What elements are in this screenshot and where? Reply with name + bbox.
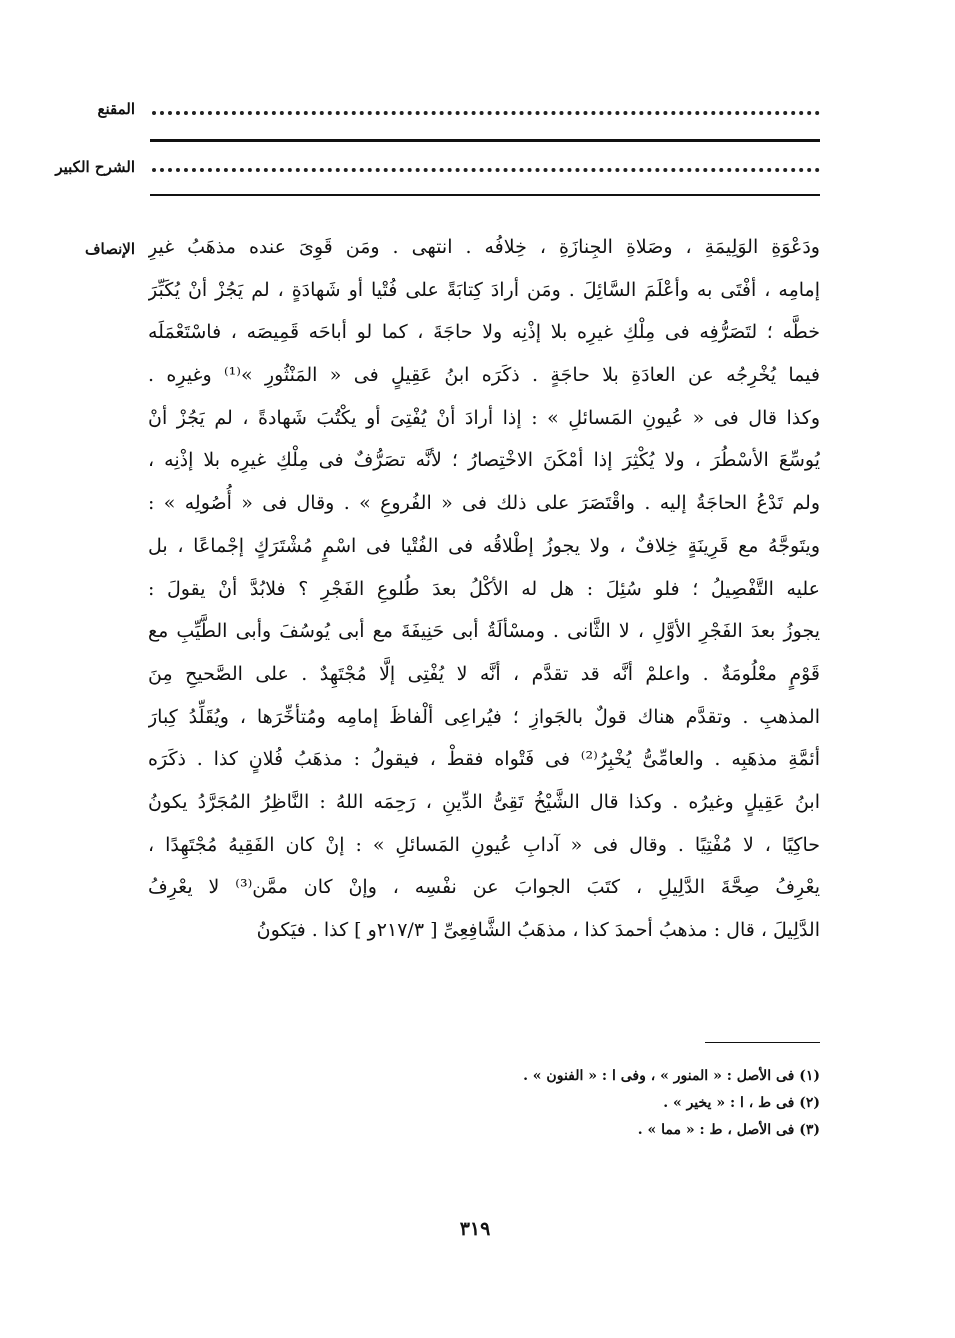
page-number: ٣١٩ — [459, 1218, 491, 1240]
section-label-sharh: الشرح الكبير — [55, 158, 135, 176]
text-line: إمامِه ، أفْتَى به وأعْلَمَ السَّائِلَ . ومَن أرادَ كِتابَةً على فُتْيا أو شَهادَةٍ ، لم يَجُزْ أنْ يُكَبِّرَ — [148, 278, 820, 301]
muqni-dotted-placeholder — [152, 107, 820, 115]
text-line: وكذا قال فى « عُيونِ المَسائلِ » : إذا أرادَ أنْ يُفْتِىَ أو يكْتُبَ شَهادةً ، لم يَجُزْ أنْ — [148, 406, 820, 429]
footnote-3: (٣) فى الأصل ، ط : « مما » . — [637, 1122, 820, 1138]
section-label-muqni: المقنع — [97, 100, 135, 118]
text-line: ودَعْوَةِ الوَلِيمَةِ ، وصَلاةِ الجِنازَةِ ، خِلافُه . انتهى . ومَن قَوِىَ عنده مذهَبُ غيرِ — [148, 236, 820, 258]
text-line: ويتَوجَّهُ مع قَرِينَةٍ خِلافٌ ، ولا يجوزُ إطْلاقُه فى الفُتْيا فى اسْمٍ مُشْتَرَكٍ إجْماعًا ، بل — [148, 534, 820, 557]
footnote-1: (١) فى الأصل : « المنور » ، وفى ا : « الفنون » . — [523, 1068, 820, 1084]
text-line: الدَّلِيلَ ، قال : مذهبُ أحمدَ كذا ، مذهَبُ الشَّافِعِىِّ [ ٢١٧/٣و ] كذا . فيَكونُ — [256, 919, 820, 941]
text-line: يعْرِفُ صِحَّةَ الدَّلِيلِ ، كتَبَ الجوابَ عن نفْسِه ، وإنْ كان ممَّن⁽³⁾ لا يعْرِفُ — [148, 876, 820, 899]
text-line: فيما يُخْرِجُه عن العادَةِ بلا حاجَةٍ . ذكَرَه ابنُ عَقِيلٍ فى « المَنْثُورِ »⁽¹⁾ وغيرِه . — [148, 364, 820, 387]
text-line: قَوْمٍ معْلُومَةٌ . واعلمْ أنَّه قد تقدَّم ، أنَّه لا يُفْتِى إلَّا مُجْتَهِدٌ . على الصَّحيحِ مِنَ — [148, 662, 820, 685]
footnotes — [380, 1063, 820, 1144]
text-line: عليه التَّفْصِيلُ ؛ فلو سُئِلَ : هل له الأكْلُ بعدَ طُلوعِ الفَجْرِ ؟ فلابُدَّ أنْ يقولَ : — [148, 577, 820, 600]
text-line: حاكِيًا ، لا مُفْتِيًا . وقال فى « آدابِ عُيونِ المَسائلِ » : إنْ كان الفَقِيهُ مُجْتَهِدًا ، — [148, 833, 820, 856]
footnote-divider — [705, 1042, 820, 1043]
header-divider-1 — [150, 139, 820, 142]
section-label-insaf: الإنصاف — [84, 240, 135, 258]
text-line: المذهبِ . وتقدَّم هناك قولٌ بالجَوازِ ؛ فيُراعِى ألْفاظَ إمامِه ومُتأخِّرَها ، ويُقَلِّدُ كِبارَ — [148, 705, 820, 728]
text-line: ابنُ عَقِيلٍ وغيرُه . وكذا قال الشَّيْخُ تَقِىُّ الدِّينِ ، رَحِمَه اللهُ : النَّاظِرُ المُجَرَّدُ يكونُ — [148, 790, 820, 813]
text-line: ولم تَدْعُ الحاجَةُ إليه . واقْتَصَرَ على ذلك فى « الفُروعِ » . وقال فى « أُصُولِه » : — [148, 492, 820, 515]
text-line: خطَّه ؛ لتَصَرُّفِه فى مِلْكِ غيرِه بلا إذْنِه ولا حاجَةَ ، كما لو أباحَه قَمِيصَه ، فاسْتَعْمَلَه — [148, 321, 820, 344]
text-line: يُوسِّعَ الأسْطُرَ ، ولا يُكْثِرَ إذا أمْكَنَ الاخْتِصارُ ؛ لأنَّه تصَرُّفٌ فى مِلْكِ غيرِه بلا إذْنِه ، — [148, 449, 820, 472]
sharh-dotted-placeholder — [152, 164, 820, 172]
text-line: أئمَّةِ مذهَبِه . والعامِّىُّ يُخْبِرُ⁽²⁾ فى فَتْواه فقطْ ، فيقولُ : مذهَبُ فُلانٍ كذا . ذكَرَه — [148, 748, 820, 771]
footnote-2: (٢) فى ط ، ا : « يخير » . — [663, 1095, 820, 1111]
header-divider-2 — [150, 194, 820, 196]
text-line: يجوزُ بعدَ الفَجْرِ الأوَّلِ ، لا الثَّانى . ومسْألَةُ أبى حَنِيفَةَ مع أبى يُوسُفَ وأبى الطَّيِّبِ مع — [148, 620, 820, 643]
insaf-body-text — [148, 226, 820, 952]
